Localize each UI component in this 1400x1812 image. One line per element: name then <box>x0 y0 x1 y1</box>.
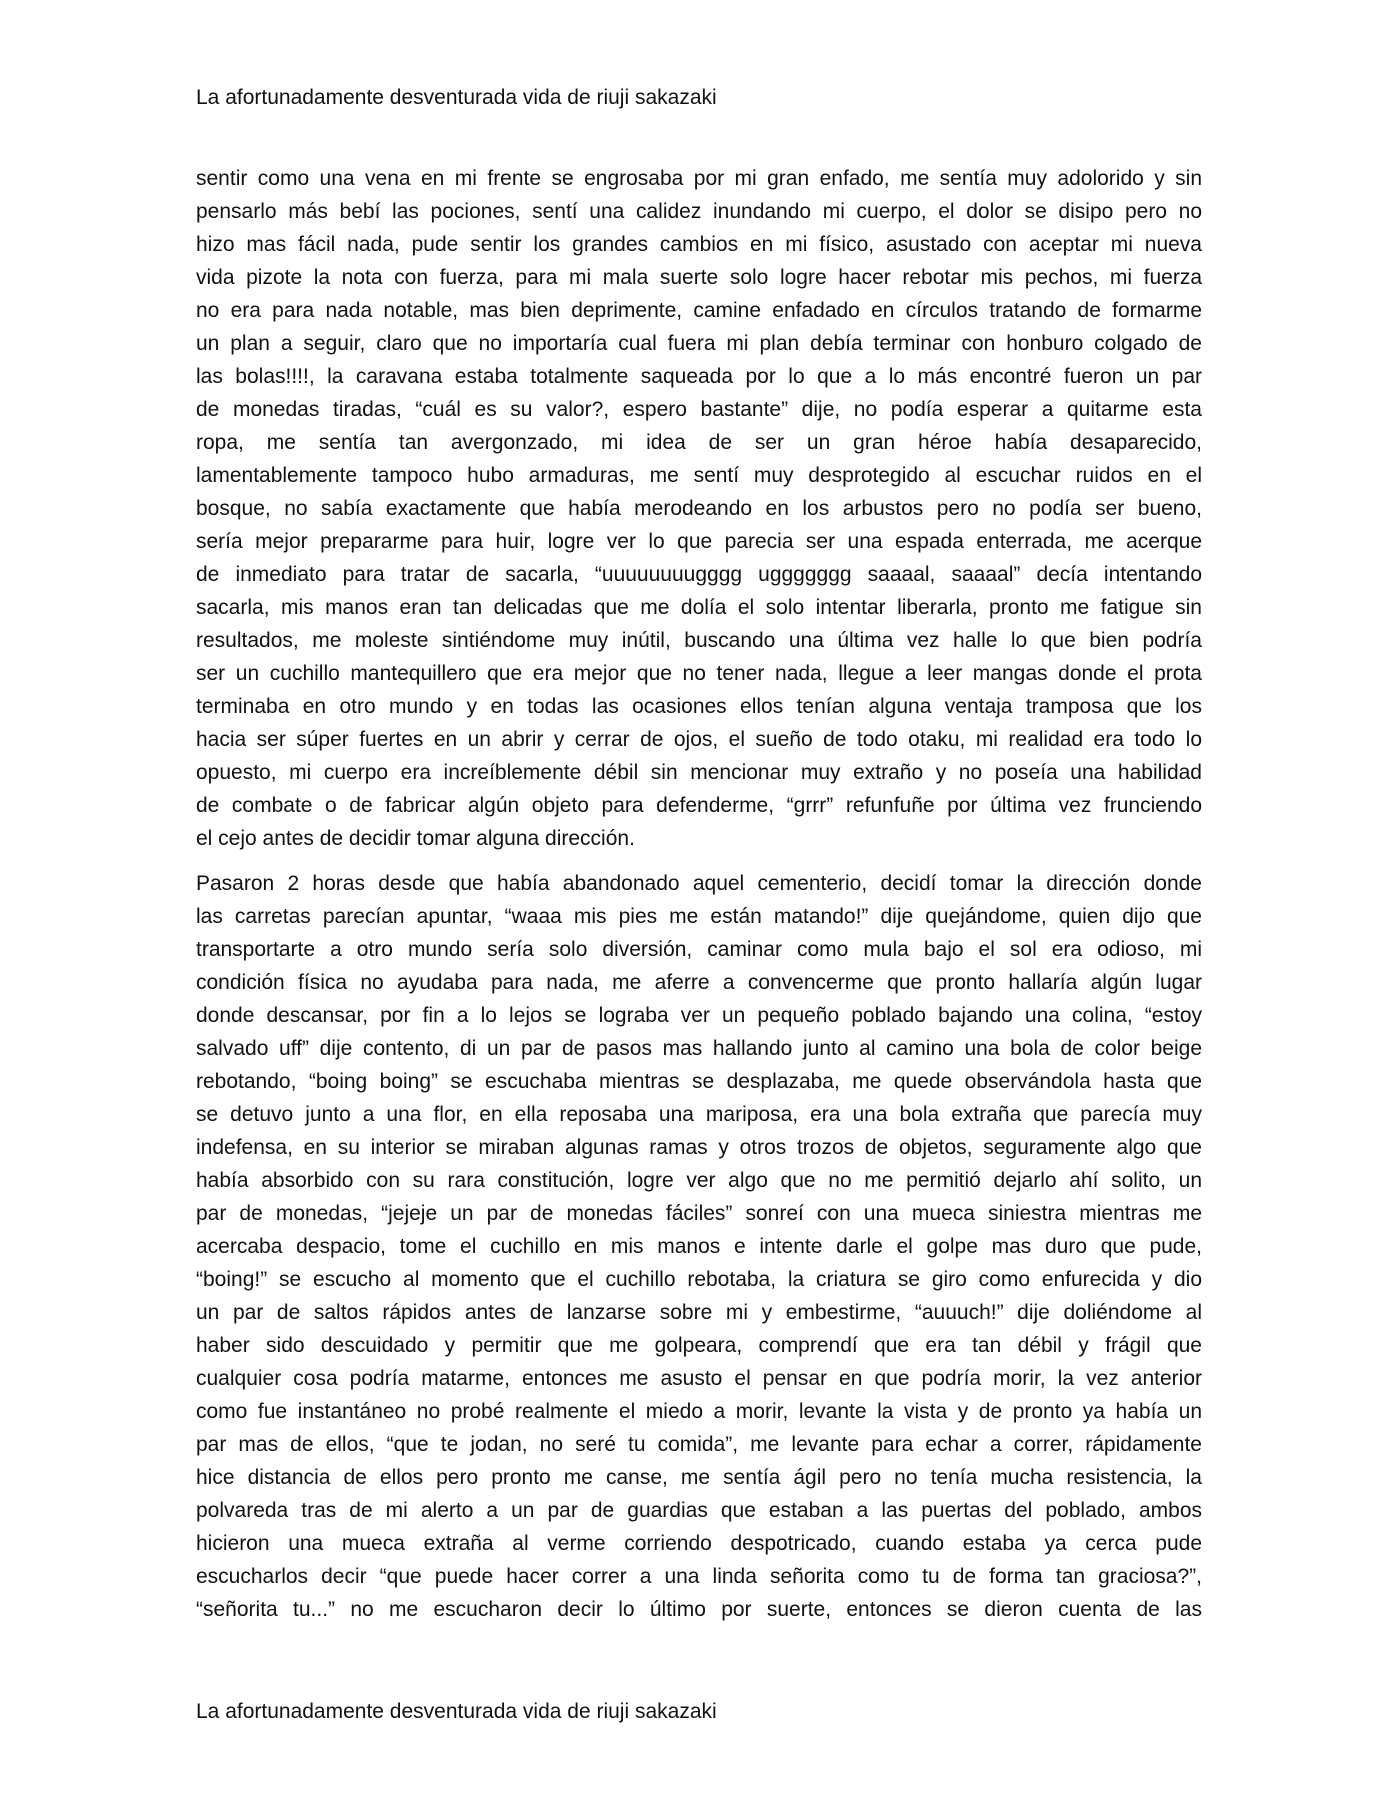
text-line: vida pizote la nota con fuerza, para mi mala suerte solo logre hacer rebotar mis pechos, mi fuerza <box>196 266 1202 289</box>
text-line: sacarla, mis manos eran tan delicadas que me dolía el solo intentar liberarla, pronto me fatigue sin <box>196 596 1202 619</box>
text-line: hizo mas fácil nada, pude sentir los grandes cambios en mi físico, asustado con aceptar mi nueva <box>196 233 1202 256</box>
paragraph <box>196 867 1202 1626</box>
text-line: no era para nada notable, mas bien deprimente, camine enfadado en círculos tratando de formarme <box>196 299 1202 322</box>
text-line: sería mejor prepararme para huir, logre ver lo que parecia ser una espada enterrada, me acerque <box>196 530 1202 553</box>
text-line: par mas de ellos, “que te jodan, no seré tu comida”, me levante para echar a correr, rápidamente <box>196 1433 1202 1456</box>
text-line: bosque, no sabía exactamente que había merodeando en los arbustos pero no podía ser bueno, <box>196 497 1202 520</box>
text-line: indefensa, en su interior se miraban algunas ramas y otros trozos de objetos, seguramente algo que <box>196 1136 1202 1159</box>
text-line: acercaba despacio, tome el cuchillo en mis manos e intente darle el golpe mas duro que pude, <box>196 1235 1202 1258</box>
text-line: se detuvo junto a una flor, en ella reposaba una mariposa, era una bola extraña que parecía muy <box>196 1103 1202 1126</box>
text-line: resultados, me moleste sintiéndome muy inútil, buscando una última vez halle lo que bien podría <box>196 629 1202 652</box>
text-line: de combate o de fabricar algún objeto para defenderme, “grrr” refunfuñe por última vez frunciendo <box>196 794 1202 817</box>
paragraph <box>196 162 1202 855</box>
text-line: salvado uff” dije contento, di un par de pasos mas hallando junto al camino una bola de color beige <box>196 1037 1202 1060</box>
text-line: rebotando, “boing boing” se escuchaba mientras se desplazaba, me quede observándola hasta que <box>196 1070 1202 1093</box>
text-line: hice distancia de ellos pero pronto me canse, me sentía ágil pero no tenía mucha resistencia, la <box>196 1466 1202 1489</box>
text-line: polvareda tras de mi alerto a un par de guardias que estaban a las puertas del poblado, ambos <box>196 1499 1202 1522</box>
text-line: hacia ser súper fuertes en un abrir y cerrar de ojos, el sueño de todo otaku, mi realidad era todo lo <box>196 728 1202 751</box>
text-line: como fue instantáneo no probé realmente el miedo a morir, levante la vista y de pronto ya había un <box>196 1400 1202 1423</box>
text-line: condición física no ayudaba para nada, me aferre a convencerme que pronto hallaría algún lugar <box>196 971 1202 994</box>
text-line: “señorita tu...” no me escucharon decir lo último por suerte, entonces se dieron cuenta de las <box>196 1598 1202 1621</box>
text-line: de monedas tiradas, “cuál es su valor?, espero bastante” dije, no podía esperar a quitarme esta <box>196 398 1202 421</box>
text-line: ropa, me sentía tan avergonzado, mi idea de ser un gran héroe había desaparecido, <box>196 431 1202 454</box>
text-line: sentir como una vena en mi frente se engrosaba por mi gran enfado, me sentía muy adolorido y sin <box>196 167 1202 190</box>
text-line: las bolas!!!!, la caravana estaba totalmente saqueada por lo que a lo más encontré fueron un par <box>196 365 1202 388</box>
text-line: un par de saltos rápidos antes de lanzarse sobre mi y embestirme, “auuuch!” dije doliéndome al <box>196 1301 1202 1324</box>
text-line: opuesto, mi cuerpo era increíblemente débil sin mencionar muy extraño y no poseía una habilidad <box>196 761 1202 784</box>
text-line: el cejo antes de decidir tomar alguna dirección. <box>196 827 635 850</box>
text-line: terminaba en otro mundo y en todas las ocasiones ellos tenían alguna ventaja tramposa que los <box>196 695 1202 718</box>
text-line: lamentablemente tampoco hubo armaduras, me sentí muy desprotegido al escuchar ruidos en el <box>196 464 1202 487</box>
text-line: donde descansar, por fin a lo lejos se lograba ver un pequeño poblado bajando una colina, “estoy <box>196 1004 1202 1027</box>
text-line: un plan a seguir, claro que no importaría cual fuera mi plan debía terminar con honburo colgado de <box>196 332 1202 355</box>
text-line: escucharlos decir “que puede hacer correr a una linda señorita como tu de forma tan graciosa?”, <box>196 1565 1202 1588</box>
text-line: Pasaron 2 horas desde que había abandonado aquel cementerio, decidí tomar la dirección donde <box>196 872 1202 895</box>
text-line: pensarlo más bebí las pociones, sentí una calidez inundando mi cuerpo, el dolor se disipo pero no <box>196 200 1202 223</box>
text-line: transportarte a otro mundo sería solo diversión, caminar como mula bajo el sol era odioso, mi <box>196 938 1202 961</box>
text-line: haber sido descuidado y permitir que me golpeara, comprendí que era tan débil y frágil que <box>196 1334 1202 1357</box>
text-line: las carretas parecían apuntar, “waaa mis pies me están matando!” dije quejándome, quien dijo que <box>196 905 1202 928</box>
body-text <box>196 162 1202 1626</box>
running-footer: La afortunadamente desventurada vida de riuji sakazaki <box>196 1700 717 1723</box>
text-line: de inmediato para tratar de sacarla, “uuuuuuuugggg uggggggg saaaal, saaaal” decía intentando <box>196 563 1202 586</box>
text-line: “boing!” se escucho al momento que el cuchillo rebotaba, la criatura se giro como enfurecida y dio <box>196 1268 1202 1291</box>
running-header: La afortunadamente desventurada vida de riuji sakazaki <box>196 86 717 109</box>
text-line: había absorbido con su rara constitución, logre ver algo que no me permitió dejarlo ahí solito, un <box>196 1169 1202 1192</box>
text-line: hicieron una mueca extraña al verme corriendo despotricado, cuando estaba ya cerca pude <box>196 1532 1202 1555</box>
text-line: par de monedas, “jejeje un par de monedas fáciles” sonreí con una mueca siniestra mientras me <box>196 1202 1202 1225</box>
text-line: cualquier cosa podría matarme, entonces me asusto el pensar en que podría morir, la vez anterior <box>196 1367 1202 1390</box>
text-line: ser un cuchillo mantequillero que era mejor que no tener nada, llegue a leer mangas donde el prota <box>196 662 1202 685</box>
